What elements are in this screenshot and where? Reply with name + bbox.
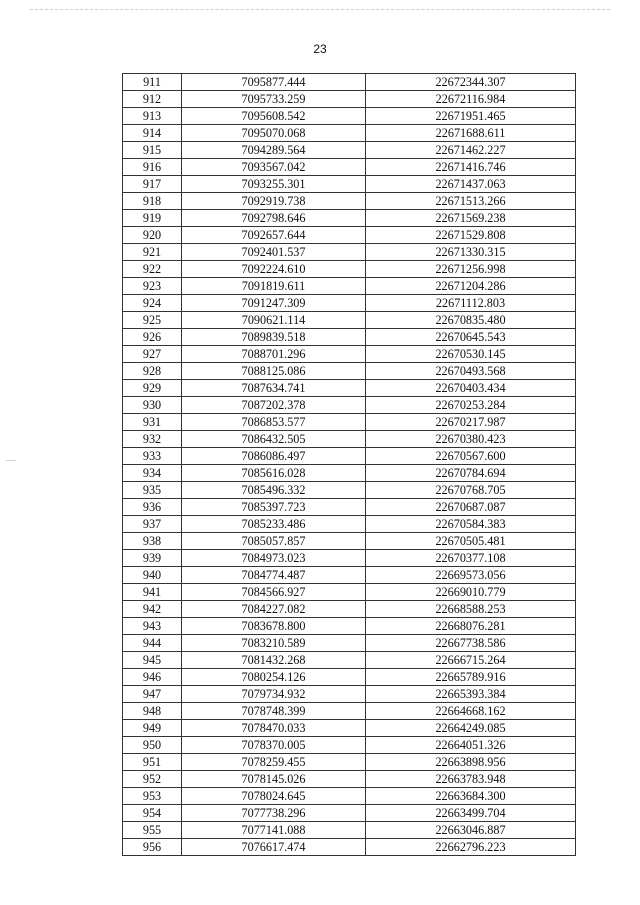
y-coordinate-cell: 22664051.326 — [366, 737, 576, 754]
point-number-cell: 935 — [123, 482, 182, 499]
table-row — [123, 193, 576, 210]
y-coordinate-cell: 22664668.162 — [366, 703, 576, 720]
point-number-cell: 955 — [123, 822, 182, 839]
x-coordinate-cell: 7083678.800 — [182, 618, 366, 635]
y-coordinate-cell: 22670835.480 — [366, 312, 576, 329]
x-coordinate-cell: 7088125.086 — [182, 363, 366, 380]
y-coordinate-cell: 22670687.087 — [366, 499, 576, 516]
x-coordinate-cell: 7095877.444 — [182, 74, 366, 91]
x-coordinate-cell: 7091819.611 — [182, 278, 366, 295]
y-coordinate-cell: 22671256.998 — [366, 261, 576, 278]
table-row — [123, 652, 576, 669]
x-coordinate-cell: 7090621.114 — [182, 312, 366, 329]
x-coordinate-cell: 7092919.738 — [182, 193, 366, 210]
y-coordinate-cell: 22671569.238 — [366, 210, 576, 227]
point-number-cell: 919 — [123, 210, 182, 227]
point-number-cell: 949 — [123, 720, 182, 737]
y-coordinate-cell: 22670584.383 — [366, 516, 576, 533]
point-number-cell: 950 — [123, 737, 182, 754]
y-coordinate-cell: 22671462.227 — [366, 142, 576, 159]
y-coordinate-cell: 22670380.423 — [366, 431, 576, 448]
table-row — [123, 244, 576, 261]
point-number-cell: 925 — [123, 312, 182, 329]
x-coordinate-cell: 7084774.487 — [182, 567, 366, 584]
x-coordinate-cell: 7088701.296 — [182, 346, 366, 363]
table-row — [123, 329, 576, 346]
x-coordinate-cell: 7083210.589 — [182, 635, 366, 652]
point-number-cell: 914 — [123, 125, 182, 142]
x-coordinate-cell: 7085616.028 — [182, 465, 366, 482]
table-row — [123, 312, 576, 329]
point-number-cell: 922 — [123, 261, 182, 278]
x-coordinate-cell: 7095733.259 — [182, 91, 366, 108]
y-coordinate-cell: 22672344.307 — [366, 74, 576, 91]
table-row — [123, 788, 576, 805]
y-coordinate-cell: 22665789.916 — [366, 669, 576, 686]
scan-artifact-left — [6, 460, 16, 461]
table-row — [123, 210, 576, 227]
y-coordinate-cell: 22671688.611 — [366, 125, 576, 142]
point-number-cell: 930 — [123, 397, 182, 414]
point-number-cell: 918 — [123, 193, 182, 210]
table-row — [123, 482, 576, 499]
x-coordinate-cell: 7093255.301 — [182, 176, 366, 193]
table-row — [123, 108, 576, 125]
x-coordinate-cell: 7078145.026 — [182, 771, 366, 788]
y-coordinate-cell: 22670645.543 — [366, 329, 576, 346]
table-row — [123, 295, 576, 312]
y-coordinate-cell: 22671513.266 — [366, 193, 576, 210]
x-coordinate-cell: 7085397.723 — [182, 499, 366, 516]
x-coordinate-cell: 7092798.646 — [182, 210, 366, 227]
y-coordinate-cell: 22666715.264 — [366, 652, 576, 669]
y-coordinate-cell: 22670377.108 — [366, 550, 576, 567]
point-number-cell: 943 — [123, 618, 182, 635]
x-coordinate-cell: 7086086.497 — [182, 448, 366, 465]
x-coordinate-cell: 7091247.309 — [182, 295, 366, 312]
point-number-cell: 956 — [123, 839, 182, 856]
x-coordinate-cell: 7086432.505 — [182, 431, 366, 448]
table-row — [123, 839, 576, 856]
point-number-cell: 941 — [123, 584, 182, 601]
point-number-cell: 951 — [123, 754, 182, 771]
y-coordinate-cell: 22670567.600 — [366, 448, 576, 465]
x-coordinate-cell: 7080254.126 — [182, 669, 366, 686]
x-coordinate-cell: 7084973.023 — [182, 550, 366, 567]
x-coordinate-cell: 7084227.082 — [182, 601, 366, 618]
table-row — [123, 261, 576, 278]
coordinates-table — [122, 73, 576, 856]
y-coordinate-cell: 22670784.694 — [366, 465, 576, 482]
y-coordinate-cell: 22664249.085 — [366, 720, 576, 737]
x-coordinate-cell: 7086853.577 — [182, 414, 366, 431]
point-number-cell: 936 — [123, 499, 182, 516]
table-row — [123, 669, 576, 686]
table-row — [123, 176, 576, 193]
x-coordinate-cell: 7078024.645 — [182, 788, 366, 805]
x-coordinate-cell: 7078259.455 — [182, 754, 366, 771]
table-row — [123, 414, 576, 431]
y-coordinate-cell: 22670217.987 — [366, 414, 576, 431]
y-coordinate-cell: 22671529.808 — [366, 227, 576, 244]
table-row — [123, 635, 576, 652]
table-row — [123, 754, 576, 771]
table-row — [123, 516, 576, 533]
coordinates-table-body — [123, 74, 576, 856]
table-row — [123, 74, 576, 91]
table-row — [123, 431, 576, 448]
table-row — [123, 601, 576, 618]
table-row — [123, 346, 576, 363]
point-number-cell: 946 — [123, 669, 182, 686]
scan-artifact-top — [30, 9, 610, 10]
x-coordinate-cell: 7078748.399 — [182, 703, 366, 720]
point-number-cell: 927 — [123, 346, 182, 363]
x-coordinate-cell: 7093567.042 — [182, 159, 366, 176]
table-row — [123, 159, 576, 176]
x-coordinate-cell: 7092401.537 — [182, 244, 366, 261]
point-number-cell: 929 — [123, 380, 182, 397]
point-number-cell: 944 — [123, 635, 182, 652]
y-coordinate-cell: 22670253.284 — [366, 397, 576, 414]
table-row — [123, 380, 576, 397]
point-number-cell: 923 — [123, 278, 182, 295]
y-coordinate-cell: 22667738.586 — [366, 635, 576, 652]
y-coordinate-cell: 22671437.063 — [366, 176, 576, 193]
point-number-cell: 921 — [123, 244, 182, 261]
point-number-cell: 926 — [123, 329, 182, 346]
table-row — [123, 227, 576, 244]
x-coordinate-cell: 7095070.068 — [182, 125, 366, 142]
x-coordinate-cell: 7089839.518 — [182, 329, 366, 346]
table-row — [123, 686, 576, 703]
point-number-cell: 920 — [123, 227, 182, 244]
y-coordinate-cell: 22671330.315 — [366, 244, 576, 261]
y-coordinate-cell: 22671112.803 — [366, 295, 576, 312]
table-row — [123, 703, 576, 720]
x-coordinate-cell: 7087634.741 — [182, 380, 366, 397]
y-coordinate-cell: 22668588.253 — [366, 601, 576, 618]
point-number-cell: 934 — [123, 465, 182, 482]
table-row — [123, 397, 576, 414]
y-coordinate-cell: 22670403.434 — [366, 380, 576, 397]
point-number-cell: 948 — [123, 703, 182, 720]
x-coordinate-cell: 7094289.564 — [182, 142, 366, 159]
x-coordinate-cell: 7084566.927 — [182, 584, 366, 601]
x-coordinate-cell: 7092657.644 — [182, 227, 366, 244]
point-number-cell: 911 — [123, 74, 182, 91]
y-coordinate-cell: 22671416.746 — [366, 159, 576, 176]
table-row — [123, 805, 576, 822]
y-coordinate-cell: 22663046.887 — [366, 822, 576, 839]
table-row — [123, 720, 576, 737]
table-row — [123, 584, 576, 601]
x-coordinate-cell: 7078470.033 — [182, 720, 366, 737]
x-coordinate-cell: 7085233.486 — [182, 516, 366, 533]
y-coordinate-cell: 22669010.779 — [366, 584, 576, 601]
x-coordinate-cell: 7077738.296 — [182, 805, 366, 822]
table-row — [123, 363, 576, 380]
table-row — [123, 618, 576, 635]
point-number-cell: 953 — [123, 788, 182, 805]
point-number-cell: 931 — [123, 414, 182, 431]
point-number-cell: 954 — [123, 805, 182, 822]
y-coordinate-cell: 22663898.956 — [366, 754, 576, 771]
point-number-cell: 942 — [123, 601, 182, 618]
table-row — [123, 125, 576, 142]
x-coordinate-cell: 7077141.088 — [182, 822, 366, 839]
table-row — [123, 771, 576, 788]
x-coordinate-cell: 7081432.268 — [182, 652, 366, 669]
x-coordinate-cell: 7085057.857 — [182, 533, 366, 550]
y-coordinate-cell: 22670768.705 — [366, 482, 576, 499]
point-number-cell: 933 — [123, 448, 182, 465]
y-coordinate-cell: 22670530.145 — [366, 346, 576, 363]
y-coordinate-cell: 22671204.286 — [366, 278, 576, 295]
point-number-cell: 938 — [123, 533, 182, 550]
x-coordinate-cell: 7078370.005 — [182, 737, 366, 754]
y-coordinate-cell: 22663684.300 — [366, 788, 576, 805]
table-row — [123, 91, 576, 108]
y-coordinate-cell: 22670493.568 — [366, 363, 576, 380]
point-number-cell: 932 — [123, 431, 182, 448]
x-coordinate-cell: 7085496.332 — [182, 482, 366, 499]
point-number-cell: 916 — [123, 159, 182, 176]
point-number-cell: 947 — [123, 686, 182, 703]
x-coordinate-cell: 7087202.378 — [182, 397, 366, 414]
point-number-cell: 912 — [123, 91, 182, 108]
table-row — [123, 567, 576, 584]
point-number-cell: 913 — [123, 108, 182, 125]
point-number-cell: 940 — [123, 567, 182, 584]
table-row — [123, 278, 576, 295]
table-row — [123, 533, 576, 550]
table-row — [123, 550, 576, 567]
point-number-cell: 917 — [123, 176, 182, 193]
point-number-cell: 928 — [123, 363, 182, 380]
y-coordinate-cell: 22671951.465 — [366, 108, 576, 125]
point-number-cell: 952 — [123, 771, 182, 788]
x-coordinate-cell: 7095608.542 — [182, 108, 366, 125]
y-coordinate-cell: 22665393.384 — [366, 686, 576, 703]
y-coordinate-cell: 22670505.481 — [366, 533, 576, 550]
y-coordinate-cell: 22668076.281 — [366, 618, 576, 635]
point-number-cell: 937 — [123, 516, 182, 533]
y-coordinate-cell: 22662796.223 — [366, 839, 576, 856]
point-number-cell: 945 — [123, 652, 182, 669]
y-coordinate-cell: 22672116.984 — [366, 91, 576, 108]
x-coordinate-cell: 7092224.610 — [182, 261, 366, 278]
y-coordinate-cell: 22669573.056 — [366, 567, 576, 584]
table-row — [123, 822, 576, 839]
table-row — [123, 499, 576, 516]
table-row — [123, 465, 576, 482]
point-number-cell: 939 — [123, 550, 182, 567]
page-number: 23 — [313, 42, 327, 56]
y-coordinate-cell: 22663783.948 — [366, 771, 576, 788]
table-row — [123, 737, 576, 754]
point-number-cell: 924 — [123, 295, 182, 312]
table-row — [123, 142, 576, 159]
x-coordinate-cell: 7079734.932 — [182, 686, 366, 703]
x-coordinate-cell: 7076617.474 — [182, 839, 366, 856]
table-row — [123, 448, 576, 465]
point-number-cell: 915 — [123, 142, 182, 159]
y-coordinate-cell: 22663499.704 — [366, 805, 576, 822]
